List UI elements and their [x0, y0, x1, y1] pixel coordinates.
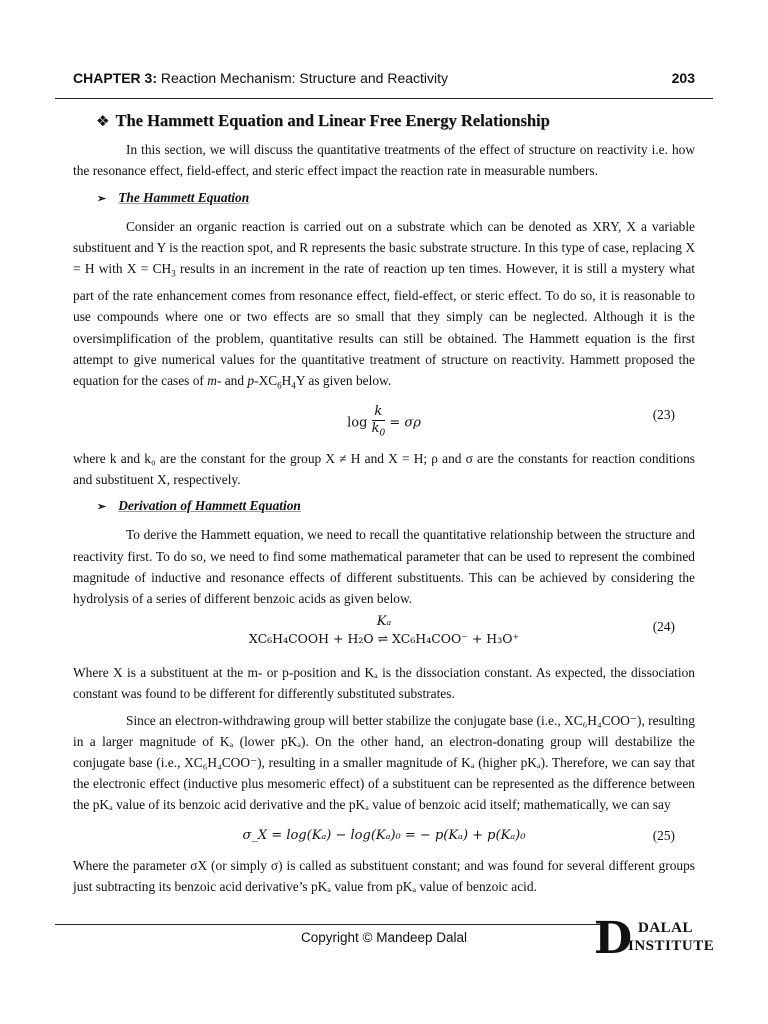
- chapter-title: Reaction Mechanism: Structure and Reactivity: [160, 70, 449, 86]
- page-number: 203: [671, 70, 695, 86]
- footer-rule: [55, 924, 608, 925]
- equation-number-25: (25): [652, 827, 675, 843]
- equation-25: σ_X = log(Kₐ) − log(Kₐ)₀ = − p(Kₐ) + p(Kₐ)₀ (25): [73, 821, 695, 853]
- paragraph-substituent-constant: Where the parameter σX (or simply σ) is called as substituent constant; and was found for several different groups just subtracting its benzoic acid derivative’s pKₐ value from pKₐ value of benzoic acid.: [73, 857, 695, 894]
- equation-number-23: (23): [652, 406, 675, 422]
- page-header: [73, 70, 695, 90]
- equation-23: log $\frac{k}{k_0}$ = σρ (23): [347, 403, 675, 439]
- header-rule: [55, 98, 713, 99]
- diamond-bullet-icon: ❖: [96, 112, 110, 130]
- paragraph-electronic-effect: Since an electron-withdrawing group will better stabilize the conjugate base (i.e., XC₆H₄COO⁻), resulting in a larger magnitude of Kₐ (lower pKₐ). On the other hand, an electron-donating group will destabilize the conjugate base (i.e., XC₆H₄COO⁻), resulting in a smaller magnitude of Kₐ (higher pKₐ). Therefore, we can say that the electronic effect (inductive plus mesomeric effect) of a substituent can be represented as the difference between the pKₐ value of its benzoic acid derivative and the pKₐ value of benzoic acid itself; mathematically, we can say: [73, 712, 695, 813]
- intro-paragraph: In this section, we will discuss the quantitative treatments of the effect of structure on reactivity i.e. how the resonance effect, field-effect, and steric effect impact the reaction rate in measurable numbers.: [73, 142, 695, 179]
- paragraph-substituent: Where X is a substituent at the m- or p-position and Kₐ is the dissociation constant. As expected, the dissociation constant was found to be different for differently substituted substrates.: [73, 665, 695, 702]
- paragraph-derivation: To derive the Hammett equation, we need to recall the quantitative relationship between the structure and reactivity first. To do so, we need to find some mathematical parameter that can be used to represent the combined magnitude of inductive and resonance effects of different substituents. This can be achieved by considering the hydrolysis of a series of different benzoic acids as given below.: [73, 527, 695, 606]
- equation-number-24: (24): [652, 619, 675, 635]
- arrow-bullet-icon: ➢: [97, 501, 107, 514]
- paragraph-definitions: where k and k₀ are the constant for the group X ≠ H and X = H; ρ and σ are the constants for reaction conditions and substituent X, respectively.: [73, 450, 695, 487]
- equation-24: Kₐ XC₆H₄COOH + H₂O ⇌ XC₆H₄COO⁻ + H₃O⁺ (24): [248, 614, 675, 647]
- copyright-text: Copyright © Mandeep Dalal: [300, 930, 468, 945]
- page-content: [73, 108, 695, 902]
- dalal-institute-logo: D DALAL INSTITUTE: [594, 913, 715, 964]
- section-title: ❖ The Hammett Equation and Linear Free Energy Relationship: [96, 111, 550, 130]
- arrow-bullet-icon: ➢: [97, 192, 107, 205]
- subsection-hammett-equation: ➢ The Hammett Equation: [73, 187, 695, 210]
- chapter-label: CHAPTER 3:: [73, 70, 158, 86]
- paragraph-hammett: Consider an organic reaction is carried out on a substrate which can be denoted as XRY, X a variable substituent and Y is the reaction spot, and R represents the basic substrate structure. In this type of case, replacing X = H with $X = CH_3$ results in an increment in the rate of reaction up ten times. However, it is still a mystery what part of the rate enhancement comes from resonance effect, field-effect, or steric effect. To do so, it is reasonable to use compounds where one or two effects are so small that they simply can be neglected. Although it is the oversimplification of the problem, quantitative results can still be obtained. The Hammett equation is the first attempt to give numerical values for the quantitative treatment of structure on reactivity. Hammett proposed the equation for the cases of m- and $p-XC_6H_4Y$ as given below.: [73, 218, 695, 391]
- subsection-derivation: ➢ Derivation of Hammett Equation: [73, 495, 695, 518]
